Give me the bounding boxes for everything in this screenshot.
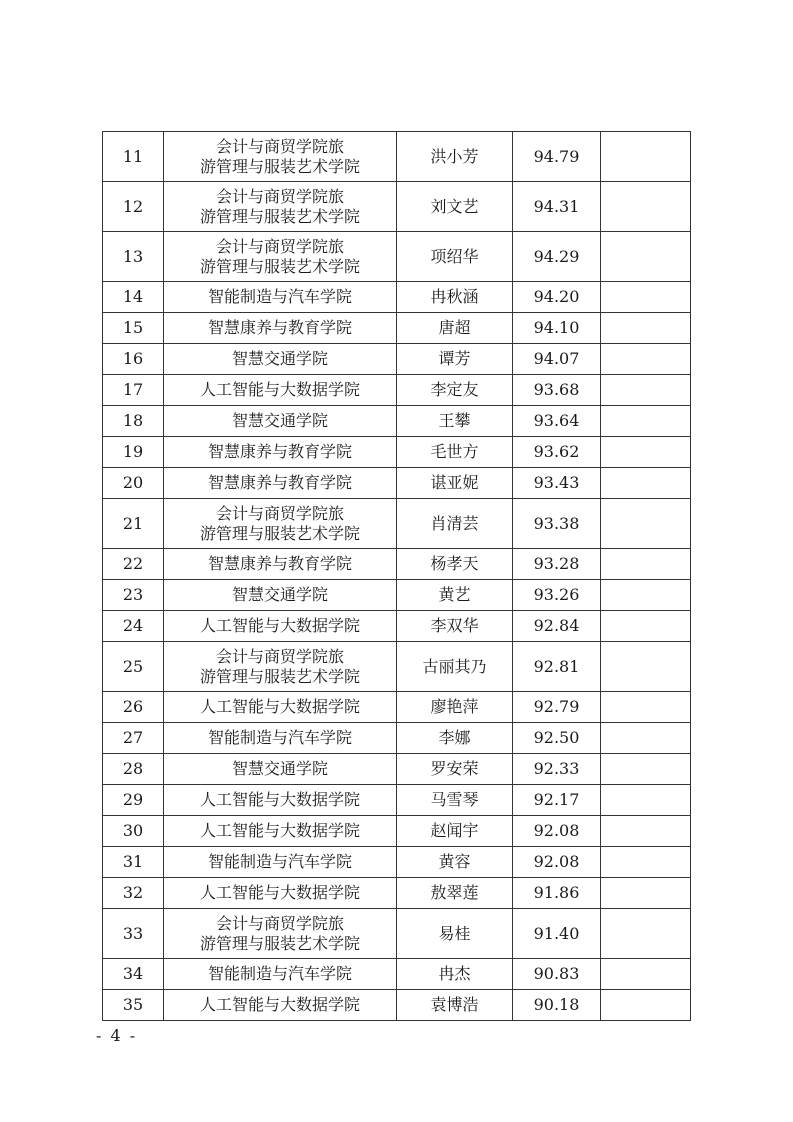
remark-cell — [601, 344, 691, 375]
name-cell: 黄艺 — [397, 580, 513, 611]
name-cell: 古丽其乃 — [397, 642, 513, 692]
college-cell — [164, 959, 397, 990]
table-row — [103, 468, 691, 499]
college-line: 会计与商贸学院旅 — [215, 913, 344, 933]
college-cell — [164, 754, 397, 785]
name-cell: 李双华 — [397, 611, 513, 642]
name-cell: 冉杰 — [397, 959, 513, 990]
college-line: 人工智能与大数据学院 — [199, 380, 360, 399]
name-cell: 王攀 — [397, 406, 513, 437]
college-line: 智慧交通学院 — [231, 411, 328, 430]
college-cell — [164, 437, 397, 468]
college-cell — [164, 990, 397, 1021]
table-row — [103, 344, 691, 375]
name-cell: 易桂 — [397, 909, 513, 959]
score-cell: 93.38 — [513, 499, 601, 549]
table-row — [103, 406, 691, 437]
college-cell — [164, 816, 397, 847]
table-row — [103, 282, 691, 313]
college-line: 游管理与服装艺术学院 — [199, 156, 360, 176]
score-cell: 93.62 — [513, 437, 601, 468]
name-cell: 袁博浩 — [397, 990, 513, 1021]
name-cell: 赵闻宇 — [397, 816, 513, 847]
college-cell — [164, 182, 397, 232]
remark-cell — [601, 406, 691, 437]
remark-cell — [601, 692, 691, 723]
score-cell: 93.28 — [513, 549, 601, 580]
name-cell: 肖清芸 — [397, 499, 513, 549]
name-cell: 李娜 — [397, 723, 513, 754]
college-line: 智慧康养与教育学院 — [207, 442, 352, 461]
row-number-cell: 23 — [103, 580, 164, 611]
college-cell — [164, 692, 397, 723]
college-line: 智慧交通学院 — [231, 759, 328, 778]
row-number-cell: 22 — [103, 549, 164, 580]
score-cell: 94.20 — [513, 282, 601, 313]
college-cell — [164, 406, 397, 437]
table-row — [103, 909, 691, 959]
score-table-body — [103, 132, 691, 1021]
remark-cell — [601, 549, 691, 580]
college-cell — [164, 878, 397, 909]
table-row — [103, 847, 691, 878]
score-cell: 92.79 — [513, 692, 601, 723]
table-row — [103, 132, 691, 182]
college-line: 智慧康养与教育学院 — [207, 318, 352, 337]
name-cell: 李定友 — [397, 375, 513, 406]
college-cell — [164, 909, 397, 959]
remark-cell — [601, 990, 691, 1021]
table-row — [103, 499, 691, 549]
score-cell: 90.83 — [513, 959, 601, 990]
remark-cell — [601, 959, 691, 990]
remark-cell — [601, 499, 691, 549]
row-number-cell: 12 — [103, 182, 164, 232]
table-row — [103, 878, 691, 909]
name-cell: 杨孝天 — [397, 549, 513, 580]
row-number-cell: 24 — [103, 611, 164, 642]
score-cell: 92.17 — [513, 785, 601, 816]
remark-cell — [601, 437, 691, 468]
score-cell: 92.84 — [513, 611, 601, 642]
college-cell — [164, 344, 397, 375]
college-cell — [164, 375, 397, 406]
college-line: 游管理与服装艺术学院 — [199, 666, 360, 686]
name-cell: 谭芳 — [397, 344, 513, 375]
row-number-cell: 18 — [103, 406, 164, 437]
college-cell — [164, 611, 397, 642]
name-cell: 项绍华 — [397, 232, 513, 282]
score-cell: 92.08 — [513, 816, 601, 847]
score-cell: 94.29 — [513, 232, 601, 282]
table-row — [103, 692, 691, 723]
college-line: 智能制造与汽车学院 — [207, 728, 352, 747]
score-cell: 92.50 — [513, 723, 601, 754]
name-cell: 廖艳萍 — [397, 692, 513, 723]
row-number-cell: 21 — [103, 499, 164, 549]
college-line: 智能制造与汽车学院 — [207, 852, 352, 871]
college-line: 人工智能与大数据学院 — [199, 995, 360, 1014]
row-number-cell: 34 — [103, 959, 164, 990]
remark-cell — [601, 847, 691, 878]
row-number-cell: 33 — [103, 909, 164, 959]
name-cell: 刘文艺 — [397, 182, 513, 232]
college-line: 游管理与服装艺术学院 — [199, 933, 360, 953]
table-row — [103, 990, 691, 1021]
row-number-cell: 27 — [103, 723, 164, 754]
college-cell — [164, 549, 397, 580]
college-cell — [164, 580, 397, 611]
name-cell: 敖翠莲 — [397, 878, 513, 909]
remark-cell — [601, 468, 691, 499]
college-line: 游管理与服装艺术学院 — [199, 206, 360, 226]
score-cell: 94.10 — [513, 313, 601, 344]
college-line: 人工智能与大数据学院 — [199, 697, 360, 716]
remark-cell — [601, 132, 691, 182]
name-cell: 冉秋涵 — [397, 282, 513, 313]
remark-cell — [601, 642, 691, 692]
remark-cell — [601, 375, 691, 406]
table-row — [103, 785, 691, 816]
table-row — [103, 959, 691, 990]
row-number-cell: 13 — [103, 232, 164, 282]
table-row — [103, 754, 691, 785]
row-number-cell: 26 — [103, 692, 164, 723]
college-cell — [164, 499, 397, 549]
college-line: 智慧交通学院 — [231, 585, 328, 604]
score-cell: 93.43 — [513, 468, 601, 499]
remark-cell — [601, 816, 691, 847]
remark-cell — [601, 785, 691, 816]
row-number-cell: 29 — [103, 785, 164, 816]
score-cell: 93.26 — [513, 580, 601, 611]
remark-cell — [601, 878, 691, 909]
college-line: 人工智能与大数据学院 — [199, 883, 360, 902]
college-cell — [164, 723, 397, 754]
table-row — [103, 549, 691, 580]
college-line: 会计与商贸学院旅 — [215, 136, 344, 156]
name-cell: 黄容 — [397, 847, 513, 878]
row-number-cell: 19 — [103, 437, 164, 468]
row-number-cell: 32 — [103, 878, 164, 909]
score-cell: 93.68 — [513, 375, 601, 406]
table-row — [103, 313, 691, 344]
row-number-cell: 14 — [103, 282, 164, 313]
score-cell: 94.31 — [513, 182, 601, 232]
remark-cell — [601, 313, 691, 344]
row-number-cell: 17 — [103, 375, 164, 406]
name-cell: 毛世方 — [397, 437, 513, 468]
row-number-cell: 16 — [103, 344, 164, 375]
college-line: 游管理与服装艺术学院 — [199, 256, 360, 276]
remark-cell — [601, 754, 691, 785]
college-line: 会计与商贸学院旅 — [215, 186, 344, 206]
row-number-cell: 35 — [103, 990, 164, 1021]
name-cell: 唐超 — [397, 313, 513, 344]
college-line: 人工智能与大数据学院 — [199, 790, 360, 809]
college-line: 智能制造与汽车学院 — [207, 287, 352, 306]
name-cell: 罗安荣 — [397, 754, 513, 785]
college-cell — [164, 785, 397, 816]
score-cell: 91.86 — [513, 878, 601, 909]
college-line: 人工智能与大数据学院 — [199, 821, 360, 840]
table-row — [103, 723, 691, 754]
college-line: 会计与商贸学院旅 — [215, 503, 344, 523]
table-row — [103, 642, 691, 692]
college-line: 智慧交通学院 — [231, 349, 328, 368]
college-line: 会计与商贸学院旅 — [215, 236, 344, 256]
table-row — [103, 182, 691, 232]
college-cell — [164, 232, 397, 282]
score-cell: 93.64 — [513, 406, 601, 437]
college-cell — [164, 313, 397, 344]
row-number-cell: 31 — [103, 847, 164, 878]
score-cell: 92.33 — [513, 754, 601, 785]
name-cell: 洪小芳 — [397, 132, 513, 182]
college-cell — [164, 642, 397, 692]
college-cell — [164, 468, 397, 499]
table-row — [103, 232, 691, 282]
score-cell: 94.79 — [513, 132, 601, 182]
college-line: 智能制造与汽车学院 — [207, 964, 352, 983]
college-line: 人工智能与大数据学院 — [199, 616, 360, 635]
college-line: 游管理与服装艺术学院 — [199, 523, 360, 543]
college-line: 智慧康养与教育学院 — [207, 473, 352, 492]
remark-cell — [601, 909, 691, 959]
score-table — [102, 131, 691, 1021]
row-number-cell: 28 — [103, 754, 164, 785]
remark-cell — [601, 611, 691, 642]
score-cell: 92.81 — [513, 642, 601, 692]
table-row — [103, 580, 691, 611]
table-row — [103, 375, 691, 406]
college-line: 会计与商贸学院旅 — [215, 646, 344, 666]
score-cell: 94.07 — [513, 344, 601, 375]
remark-cell — [601, 723, 691, 754]
row-number-cell: 11 — [103, 132, 164, 182]
row-number-cell: 15 — [103, 313, 164, 344]
table-row — [103, 437, 691, 468]
row-number-cell: 30 — [103, 816, 164, 847]
page-number: - 4 - — [96, 1026, 138, 1045]
row-number-cell: 25 — [103, 642, 164, 692]
score-cell: 90.18 — [513, 990, 601, 1021]
remark-cell — [601, 182, 691, 232]
table-row — [103, 611, 691, 642]
name-cell: 谌亚妮 — [397, 468, 513, 499]
remark-cell — [601, 282, 691, 313]
name-cell: 马雪琴 — [397, 785, 513, 816]
college-line: 智慧康养与教育学院 — [207, 554, 352, 573]
remark-cell — [601, 580, 691, 611]
remark-cell — [601, 232, 691, 282]
score-cell: 92.08 — [513, 847, 601, 878]
college-cell — [164, 132, 397, 182]
college-cell — [164, 847, 397, 878]
score-cell: 91.40 — [513, 909, 601, 959]
row-number-cell: 20 — [103, 468, 164, 499]
table-row — [103, 816, 691, 847]
college-cell — [164, 282, 397, 313]
